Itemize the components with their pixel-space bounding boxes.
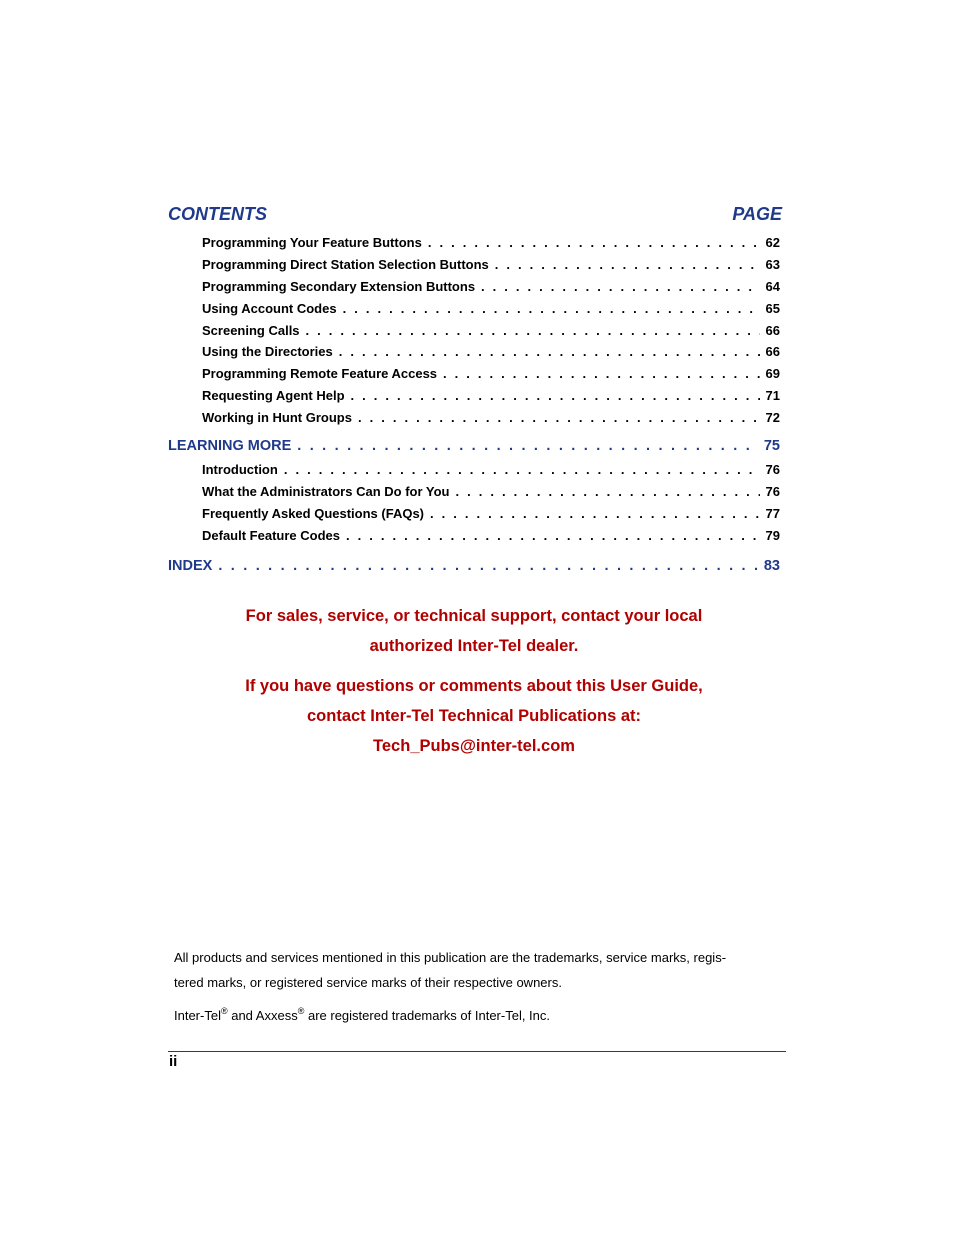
toc-entry-label: Programming Your Feature Buttons (202, 235, 422, 250)
toc-header (168, 204, 782, 225)
toc-entry-page: 65 (765, 300, 780, 316)
toc-entry[interactable] (202, 481, 780, 503)
toc-section-page: 75 (763, 438, 780, 455)
dot-leader (430, 503, 760, 525)
trademark-owner: are registered trademarks of Inter-Tel, Inc. (304, 1008, 551, 1023)
registered-trademark-line (174, 1003, 784, 1028)
toc-entry[interactable] (202, 341, 780, 363)
dot-leader (306, 320, 760, 342)
footer-rule (168, 1051, 786, 1052)
page-number: ii (169, 1053, 178, 1070)
registered-mark: ® (297, 1006, 305, 1016)
toc-entry-label: Introduction (202, 462, 278, 478)
toc-entry[interactable] (202, 503, 780, 525)
toc-entry[interactable] (202, 385, 780, 407)
toc-entry-page: 62 (765, 235, 780, 250)
trademark-notice-line: tered marks, or registered service marks of their respective owners. (174, 975, 562, 990)
toc-section-label: LEARNING MORE (168, 438, 292, 455)
brand-inter-tel: Inter-Tel (174, 1008, 221, 1023)
support-email[interactable]: Tech_Pubs@inter-tel.com (373, 737, 575, 755)
toc-entry[interactable] (202, 363, 780, 385)
dot-leader (481, 276, 759, 298)
support-notice (168, 601, 780, 761)
toc-entry-label: Programming Direct Station Selection Buttons (202, 256, 489, 272)
toc-entry-label: Programming Remote Feature Access (202, 366, 438, 382)
brand-axxess: and Axxess (227, 1008, 298, 1023)
toc-entry-label: Using Account Codes (202, 300, 337, 316)
registered-mark: ® (220, 1006, 228, 1016)
toc-entry-page: 76 (765, 462, 780, 478)
toc-entry-label: Using the Directories (202, 344, 333, 360)
page-heading: PAGE (732, 204, 782, 224)
toc-section-learning-more[interactable] (168, 433, 780, 459)
toc-entry[interactable] (202, 276, 780, 298)
toc-section-label: INDEX (168, 557, 213, 574)
dot-leader (343, 298, 760, 320)
toc-section-page: 83 (763, 557, 780, 574)
toc-entry[interactable] (202, 320, 780, 342)
toc-entry[interactable] (202, 407, 780, 429)
toc-entry-label: Screening Calls (202, 322, 300, 338)
dot-leader (284, 459, 760, 481)
dot-leader (339, 341, 760, 363)
dot-leader (495, 254, 760, 276)
dot-leader (358, 407, 760, 429)
toc-section-index[interactable] (168, 553, 780, 579)
dot-leader (456, 481, 760, 503)
dot-leader (297, 433, 758, 459)
toc-entry[interactable] (202, 298, 780, 320)
table-of-contents (168, 232, 780, 579)
toc-entry-page: 71 (765, 388, 780, 404)
toc-entry-label: Requesting Agent Help (202, 388, 345, 404)
toc-entry[interactable] (202, 525, 780, 547)
legal-notice (174, 945, 784, 1028)
toc-entry[interactable] (202, 459, 780, 481)
toc-entry-page: 79 (765, 527, 780, 543)
dot-leader (346, 525, 760, 547)
support-line: For sales, service, or technical support, contact your local (245, 607, 703, 625)
toc-entry-page: 72 (765, 410, 780, 426)
toc-entry-page: 69 (765, 366, 780, 382)
toc-entry-page: 66 (765, 322, 780, 338)
support-line: contact Inter-Tel Technical Publications at: (306, 707, 642, 725)
dot-leader (443, 363, 759, 385)
toc-entry-page: 66 (765, 344, 780, 360)
toc-entry-label: Programming Secondary Extension Buttons (202, 278, 476, 294)
toc-entry[interactable] (202, 232, 780, 254)
contents-heading: CONTENTS (168, 204, 267, 224)
toc-entry-page: 63 (765, 256, 780, 272)
support-line: authorized Inter-Tel dealer. (369, 637, 579, 655)
support-line: If you have questions or comments about this User Guide, (245, 677, 703, 695)
toc-entry-label: Frequently Asked Questions (FAQs) (202, 505, 425, 521)
toc-entry[interactable] (202, 254, 780, 276)
trademark-notice-line: All products and services mentioned in this publication are the trademarks, service marks, regis- (174, 950, 727, 965)
dot-leader (351, 385, 760, 407)
dot-leader (218, 553, 758, 579)
dot-leader (428, 232, 760, 254)
toc-entry-label: Default Feature Codes (202, 527, 340, 543)
toc-entry-page: 64 (765, 278, 780, 294)
toc-entry-page: 77 (765, 505, 780, 521)
toc-entry-page: 76 (765, 483, 780, 499)
toc-entry-label: What the Administrators Can Do for You (202, 483, 450, 499)
toc-entry-label: Working in Hunt Groups (202, 410, 352, 426)
